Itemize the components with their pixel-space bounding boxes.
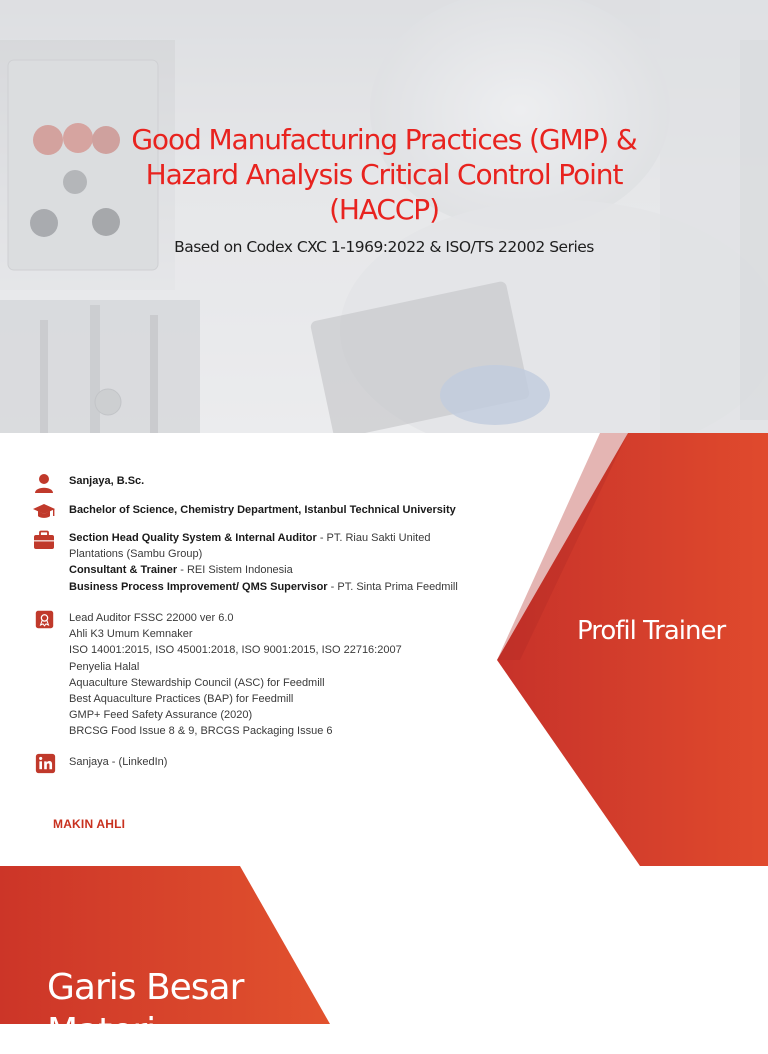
certifications-row [32, 608, 502, 740]
title-line: (HACCP) [329, 193, 439, 226]
position-role: Consultant & Trainer [69, 564, 178, 577]
position-item [69, 562, 509, 578]
certification-item: BRCSG Food Issue 8 & 9, BRCGS Packaging Issue 6 [69, 725, 333, 738]
certification-item: Ahli K3 Umum Kemnaker [69, 628, 193, 641]
outline-title-line: Garis Besar [47, 967, 244, 1008]
linkedin-link[interactable]: Sanjaya - (LinkedIn) [69, 756, 168, 768]
title-line: Hazard Analysis Critical Control Point [145, 158, 623, 191]
certification-item: ISO 14001:2015, ISO 45001:2018, ISO 9001:2015, ISO 22716:2007 [69, 644, 402, 657]
brand-logo: MAKIN AHLI [53, 817, 126, 831]
certification-item: GMP+ Feed Safety Assurance (2020) [69, 709, 253, 722]
title-slide [0, 0, 768, 433]
trainer-name: Sanjaya, B.Sc. [69, 475, 145, 487]
position-item [69, 579, 509, 595]
person-icon [32, 471, 56, 495]
education-text: Bachelor of Science, Chemistry Department, Istanbul Technical University [69, 504, 456, 516]
briefcase-icon [32, 528, 56, 552]
presentation-title [84, 122, 684, 227]
position-org-continued: Plantations (Sambu Group) [69, 548, 203, 561]
title-line: Good Manufacturing Practices (GMP) & [131, 123, 637, 156]
position-org: - REI Sistem Indonesia [177, 564, 293, 577]
certificate-icon [35, 610, 54, 629]
certification-item: Aquaculture Stewardship Council (ASC) for Feedmill [69, 676, 325, 689]
position-item [69, 530, 509, 546]
trainer-profile-slide [0, 433, 768, 866]
position-role: Section Head Quality System & Internal Auditor [69, 532, 317, 544]
certifications-list [69, 610, 509, 740]
outline-title-line: Materi [47, 1011, 156, 1052]
section-title: Profil Trainer [577, 616, 726, 646]
certification-item: Best Aquaculture Practices (BAP) for Feedmill [69, 693, 294, 706]
outline-slide [0, 866, 768, 1052]
position-role: Business Process Improvement/ QMS Supervisor [69, 580, 328, 593]
certification-item: Lead Auditor FSSC 22000 ver 6.0 [69, 612, 234, 624]
positions-list [69, 530, 509, 595]
positions-row [32, 528, 502, 594]
certification-item: Penyelia Halal [69, 660, 140, 673]
outline-title [47, 966, 243, 1054]
graduation-cap-icon [32, 500, 56, 524]
position-org: - PT. Riau Sakti United [316, 532, 431, 544]
presentation-subtitle: Based on Codex CXC 1-1969:2022 & ISO/TS 22002 Series [174, 238, 594, 256]
position-org: - PT. Sinta Prima Feedmill [327, 580, 458, 593]
linkedin-icon[interactable] [35, 753, 56, 774]
